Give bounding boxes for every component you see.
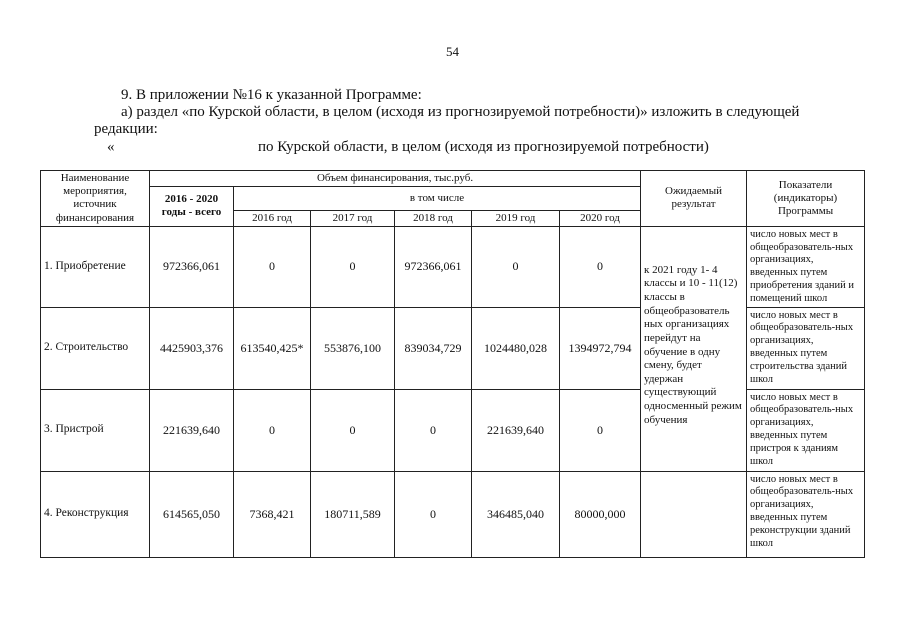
header-year-2017: 2017 год (311, 210, 395, 226)
header-total: 2016 - 2020 годы - всего (150, 187, 234, 227)
header-result: Ожидаемый результат (641, 171, 747, 227)
row-2020: 80000,000 (560, 471, 641, 557)
row-total: 972366,061 (150, 226, 234, 307)
header-year-2016: 2016 год (234, 210, 311, 226)
row-name: 4. Реконструкция (41, 471, 150, 557)
page-number: 54 (446, 44, 459, 59)
expected-result-empty (641, 471, 747, 557)
row-2019: 346485,040 (472, 471, 560, 557)
row-total: 4425903,376 (150, 307, 234, 389)
row-2016: 0 (234, 389, 311, 471)
header-indicators: Показатели (индикаторы) Программы (747, 171, 865, 227)
row-indicator: число новых мест в общеобразователь-ных организациях, введенных путем пристроя к зданиям школ (747, 389, 865, 471)
header-year-2020: 2020 год (560, 210, 641, 226)
row-2019: 221639,640 (472, 389, 560, 471)
table-title: по Курской области, в целом (исходя из прогнозируемой потребности) (258, 139, 709, 155)
row-name: 2. Строительство (41, 307, 150, 389)
table-row (41, 226, 865, 307)
row-2016: 7368,421 (234, 471, 311, 557)
intro-line-1: 9. В приложении №16 к указанной Программе: (121, 87, 422, 103)
row-2017: 553876,100 (311, 307, 395, 389)
row-indicator: число новых мест в общеобразователь-ных организациях, введенных путем строительства зданий школ (747, 307, 865, 389)
row-indicator: число новых мест в общеобразователь-ных организациях, введенных путем реконструкции зданий школ (747, 471, 865, 557)
row-2016: 613540,425* (234, 307, 311, 389)
row-2018: 972366,061 (395, 226, 472, 307)
row-2020: 0 (560, 226, 641, 307)
row-name: 3. Пристрой (41, 389, 150, 471)
row-2018: 0 (395, 389, 472, 471)
expected-result: к 2021 году 1- 4 классы и 10 - 11(12) классы в общеобразователь ных организациях перейдут на обучение в одну смену, будет удержан существующий односменный режим обучения (641, 226, 747, 471)
row-total: 614565,050 (150, 471, 234, 557)
header-including: в том числе (234, 187, 641, 210)
header-year-2018: 2018 год (395, 210, 472, 226)
row-name: 1. Приобретение (41, 226, 150, 307)
row-2017: 0 (311, 389, 395, 471)
header-year-2019: 2019 год (472, 210, 560, 226)
header-name: Наименование мероприятия, источник финансирования (41, 171, 150, 227)
table-row (41, 471, 865, 557)
row-indicator: число новых мест в общеобразователь-ных организациях, введенных путем приобретения зданий и помещений школ (747, 226, 865, 307)
opening-quote: « (107, 139, 115, 155)
row-2018: 839034,729 (395, 307, 472, 389)
row-2020: 0 (560, 389, 641, 471)
intro-line-2: а) раздел «по Курской области, в целом (исходя из прогнозируемой потребности)» изложить в следующей (121, 104, 800, 120)
row-2016: 0 (234, 226, 311, 307)
row-2017: 0 (311, 226, 395, 307)
financing-table (40, 170, 865, 558)
row-2019: 1024480,028 (472, 307, 560, 389)
row-2019: 0 (472, 226, 560, 307)
row-2018: 0 (395, 471, 472, 557)
intro-line-3: редакции: (94, 121, 158, 137)
row-total: 221639,640 (150, 389, 234, 471)
row-2020: 1394972,794 (560, 307, 641, 389)
row-2017: 180711,589 (311, 471, 395, 557)
header-funding: Объем финансирования, тыс.руб. (150, 171, 641, 187)
